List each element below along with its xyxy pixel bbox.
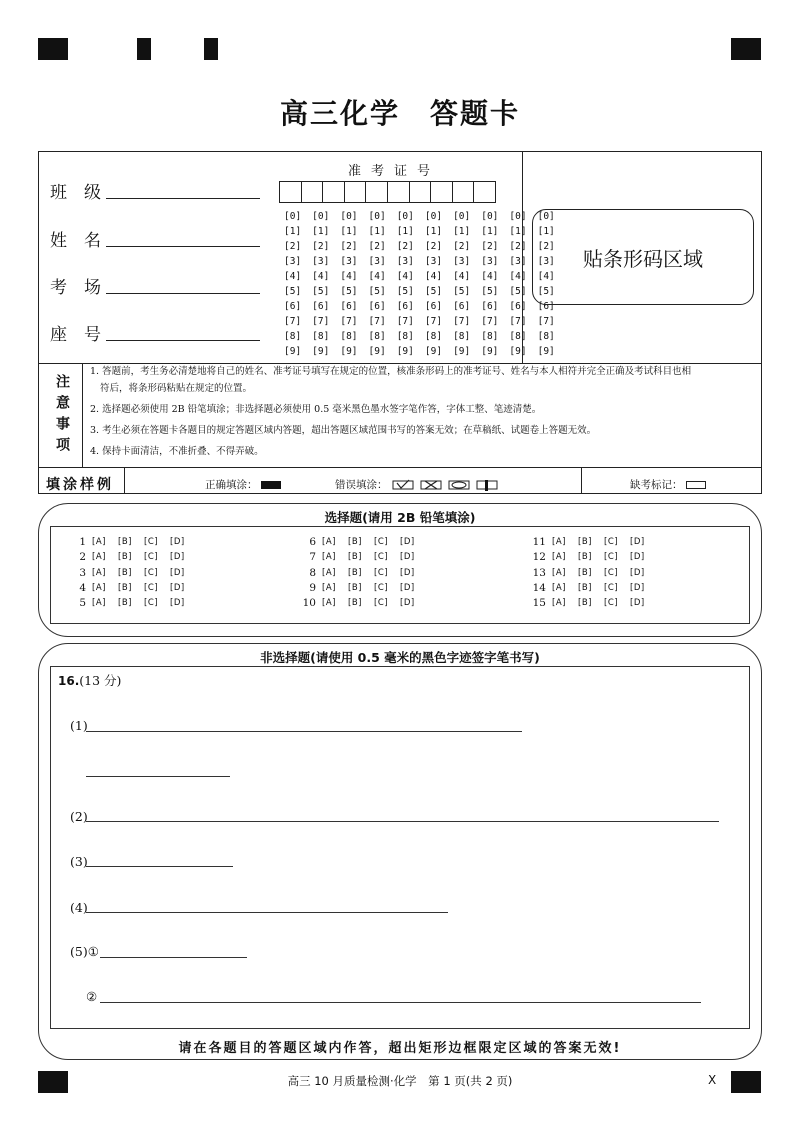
mc-option-bubble[interactable]: [D] [630,582,645,593]
written-answer-box [50,666,750,1029]
mc-option-bubble[interactable]: [D] [630,552,645,563]
exam-id-box[interactable] [387,181,410,203]
fill-correct-label: 正确填涂： [205,479,258,491]
answer-line-1a[interactable] [86,731,522,732]
mc-option-bubble[interactable]: [C] [604,567,619,578]
mc-option-bubble[interactable]: [B] [578,582,592,593]
mc-question-number: 5 [79,597,86,610]
mc-option-bubble[interactable]: [A] [92,552,106,563]
question-number: 16. [58,674,80,688]
exam-id-title: 准考证号 [347,164,440,179]
mc-option-bubble[interactable]: [D] [630,598,645,609]
note-item: 1. 答题前，考生务必清楚地将自己的姓名、准考证号填写在规定的位置，核准条形码上的准考证号、姓名与本人相符并完全正确及考试科目也相 [90,366,692,377]
mc-option-bubble[interactable]: [D] [170,537,185,547]
exam-id-box[interactable] [322,181,345,203]
part-5-2-label: ② [86,989,98,1004]
notes-list [90,366,755,467]
digit-row[interactable]: [8] [8] [8] [8] [8] [8] [8] [8] [8] [8] [284,331,555,342]
mc-option-bubble[interactable]: [A] [92,582,106,593]
mc-question-number: 7 [309,551,316,564]
mc-option-bubble[interactable]: [C] [144,598,159,609]
digit-row[interactable]: [4] [4] [4] [4] [4] [4] [4] [4] [4] [4] [284,271,555,282]
mc-option-bubble[interactable]: [A] [322,598,336,609]
question-16-header [58,671,121,689]
field-seat[interactable] [50,320,102,345]
answer-line-1b[interactable] [86,776,230,777]
mc-option-bubble[interactable]: [B] [578,598,592,609]
digit-row[interactable]: [6] [6] [6] [6] [6] [6] [6] [6] [6] [6] [284,301,555,312]
fill-correct [205,477,281,492]
note-item: 4. 保持卡面清洁，不准折叠、不得弄破。 [90,446,264,457]
mc-option-bubble[interactable]: [A] [552,537,566,547]
mc-question-number: 2 [79,551,86,564]
mc-option-bubble[interactable]: [A] [322,582,336,593]
divider-fill-label [124,467,125,494]
field-label: 座 号 [50,325,101,345]
field-name[interactable] [50,226,102,251]
mc-option-bubble[interactable]: [C] [604,582,619,593]
mc-option-bubble[interactable]: [B] [578,537,592,547]
answer-line-5-2[interactable] [100,1002,701,1003]
mc-option-bubble[interactable]: [D] [630,537,645,547]
digit-row[interactable]: [1] [1] [1] [1] [1] [1] [1] [1] [1] [1] [284,226,555,237]
mc-question-13 [532,566,656,581]
mc-column-2 [302,535,426,611]
digit-row[interactable]: [3] [3] [3] [3] [3] [3] [3] [3] [3] [3] [284,256,555,267]
mc-option-bubble[interactable]: [A] [552,598,566,609]
mc-question-3 [72,566,196,581]
mc-option-bubble[interactable]: [C] [604,598,619,609]
part-5-1-label: (5)① [70,944,99,959]
mc-option-bubble[interactable]: [A] [322,552,336,563]
answer-line-3[interactable] [86,866,233,867]
mc-option-bubble[interactable]: [D] [630,567,645,578]
mc-question-10 [302,596,426,611]
mc-option-bubble[interactable]: [A] [322,567,336,578]
mc-question-number: 8 [309,566,316,579]
exam-id-box[interactable] [344,181,367,203]
mc-option-bubble[interactable]: [B] [118,552,132,563]
mc-option-bubble[interactable]: [B] [348,567,362,578]
mc-question-number: 13 [532,566,546,579]
registration-mark-top-left [38,38,68,60]
fill-wrong-label: 错误填涂： [335,479,388,491]
part-3-label: (3) [70,854,88,869]
note-item: 符后，将条形码粘贴在规定的位置。 [100,383,253,394]
part-2-label: (2) [70,809,88,824]
exam-id-box[interactable] [365,181,388,203]
mc-question-6 [302,535,426,550]
field-line [106,198,260,199]
digit-row[interactable]: [0] [0] [0] [0] [0] [0] [0] [0] [0] [0] [284,211,555,222]
note-item: 3. 考生必须在答题卡各题目的规定答题区域内答题，超出答题区域范围书写的答案无效；在草稿纸、试题卷上答题无效。 [90,425,597,436]
mc-option-bubble[interactable]: [A] [552,552,566,563]
mc-question-number: 14 [532,581,546,594]
mc-option-bubble[interactable]: [D] [170,567,185,578]
title-subject: 高三化学 [279,97,400,130]
field-label: 姓 名 [50,231,101,251]
page-footer: 高三 10 月质量检测·化学 第 1 页(共 2 页) [287,1074,513,1088]
mc-option-bubble[interactable]: [B] [348,552,362,563]
mc-option-bubble[interactable]: [B] [118,537,132,547]
mc-question-number: 9 [309,581,316,594]
divider-notes [38,363,762,364]
absent-mark-box[interactable] [686,481,706,489]
exam-id-box[interactable] [452,181,475,203]
field-label: 考 场 [50,278,101,298]
mc-option-bubble[interactable]: [B] [348,537,362,547]
part-4-label: (4) [70,900,88,915]
answer-line-4[interactable] [86,912,448,913]
field-line [106,340,260,341]
mc-question-15 [532,596,656,611]
mc-question-2 [72,550,196,565]
mc-column-3 [532,535,656,611]
divider-notes-label [82,363,83,467]
correct-fill-icon [261,481,281,489]
mc-column-1 [72,535,196,611]
title-card: 答题卡 [430,97,521,130]
mc-question-8 [302,566,426,581]
page-mark: X [708,1073,717,1087]
mc-option-bubble[interactable]: [B] [578,552,592,563]
barcode-label: 贴条形码区域 [583,246,703,271]
mc-option-bubble[interactable]: [C] [374,598,389,609]
barcode-area [532,209,754,305]
field-line [106,246,260,247]
mc-question-number: 11 [532,536,546,548]
part-1-label: (1) [70,718,88,733]
mc-option-bubble[interactable]: [C] [374,552,389,563]
mc-option-bubble[interactable]: [D] [400,567,415,578]
mc-option-bubble[interactable]: [C] [604,537,619,547]
fill-example-label: 填涂样例 [46,477,114,493]
exam-id-box[interactable] [301,181,324,203]
mc-option-bubble[interactable]: [D] [170,582,185,593]
digit-row[interactable]: [5] [5] [5] [5] [5] [5] [5] [5] [5] [5] [284,286,555,297]
mc-option-bubble[interactable]: [A] [92,598,106,609]
field-label: 班 级 [50,183,101,203]
mc-option-bubble[interactable]: [C] [144,567,159,578]
mc-option-bubble[interactable]: [D] [400,552,415,563]
mc-question-number: 6 [309,536,316,548]
notes-label: 注意事项 [54,374,70,458]
divider-fill [38,467,762,468]
exam-id-box[interactable] [473,181,496,203]
digit-row[interactable]: [2] [2] [2] [2] [2] [2] [2] [2] [2] [2] [284,241,555,252]
mc-question-12 [532,550,656,565]
registration-mark-top-3 [204,38,218,60]
mc-option-bubble[interactable]: [C] [144,552,159,563]
mc-question-number: 1 [79,536,86,548]
written-title: 非选择题(请使用 0.5 毫米的黑色字迹签字笔书写) [260,650,540,665]
divider-fill-absent [581,467,582,494]
mc-option-bubble[interactable]: [B] [348,582,362,593]
mc-title: 选择题(请用 2B 铅笔填涂) [324,510,476,525]
mc-option-bubble[interactable]: [C] [604,552,619,563]
note-item: 2. 选择题必须使用 2B 铅笔填涂；非选择题必须使用 0.5 毫米黑色墨水签字笔作答，字体工整、笔迹清楚。 [90,404,542,415]
mc-option-bubble[interactable]: [B] [118,582,132,593]
mc-option-bubble[interactable]: [C] [374,537,389,547]
mc-option-bubble[interactable]: [C] [144,537,159,547]
mc-option-bubble[interactable]: [C] [374,582,389,593]
mc-question-14 [532,581,656,596]
mc-option-bubble[interactable]: [B] [118,598,132,609]
digit-row[interactable]: [9] [9] [9] [9] [9] [9] [9] [9] [9] [9] [284,346,555,357]
mc-question-number: 10 [302,597,316,610]
fill-absent-label: 缺考标记： [630,479,683,491]
mc-option-bubble[interactable]: [C] [374,567,389,578]
mc-question-number: 15 [532,597,546,610]
mc-option-bubble[interactable]: [D] [400,582,415,593]
exam-id-digit-grid[interactable] [284,209,555,359]
mc-question-number: 3 [79,566,86,579]
mc-question-4 [72,581,196,596]
mc-question-9 [302,581,426,596]
exam-id-box[interactable] [430,181,453,203]
mc-option-bubble[interactable]: [B] [348,598,362,609]
digit-row[interactable]: [7] [7] [7] [7] [7] [7] [7] [7] [7] [7] [284,316,555,327]
wrong-fill-icons [391,479,501,491]
field-line [106,293,260,294]
field-room[interactable] [50,273,102,298]
mc-question-5 [72,596,196,611]
exam-id-boxes[interactable] [280,181,496,203]
mc-option-bubble[interactable]: [A] [552,582,566,593]
question-score: (13 分) [79,673,122,688]
registration-mark-top-2 [137,38,151,60]
answer-area-warning: 请在各题目的答题区域内作答，超出矩形边框限定区域的答案无效! [178,1041,622,1056]
registration-mark-top-right [731,38,761,60]
mc-question-number: 12 [532,551,546,564]
mc-question-1 [72,535,196,550]
mc-option-bubble[interactable]: [B] [118,567,132,578]
page-title [0,92,800,132]
fill-wrong [335,477,501,492]
field-class[interactable] [50,178,102,203]
mc-option-bubble[interactable]: [D] [170,552,185,563]
mc-question-number: 4 [79,581,86,594]
exam-id-box[interactable] [279,181,302,203]
mc-question-11 [532,535,656,550]
answer-line-2[interactable] [86,821,719,822]
fill-absent[interactable] [630,477,706,492]
mc-option-bubble[interactable]: [A] [322,537,336,547]
mc-option-bubble[interactable]: [A] [552,567,566,578]
answer-line-5-1[interactable] [100,957,247,958]
mc-option-bubble[interactable]: [B] [578,567,592,578]
mc-question-7 [302,550,426,565]
mc-option-bubble[interactable]: [A] [92,567,106,578]
exam-id-box[interactable] [409,181,432,203]
mc-option-bubble[interactable]: [C] [144,582,159,593]
mc-option-bubble[interactable]: [A] [92,537,106,547]
mc-option-bubble[interactable]: [D] [400,598,415,609]
mc-option-bubble[interactable]: [D] [400,537,415,547]
mc-option-bubble[interactable]: [D] [170,598,185,609]
